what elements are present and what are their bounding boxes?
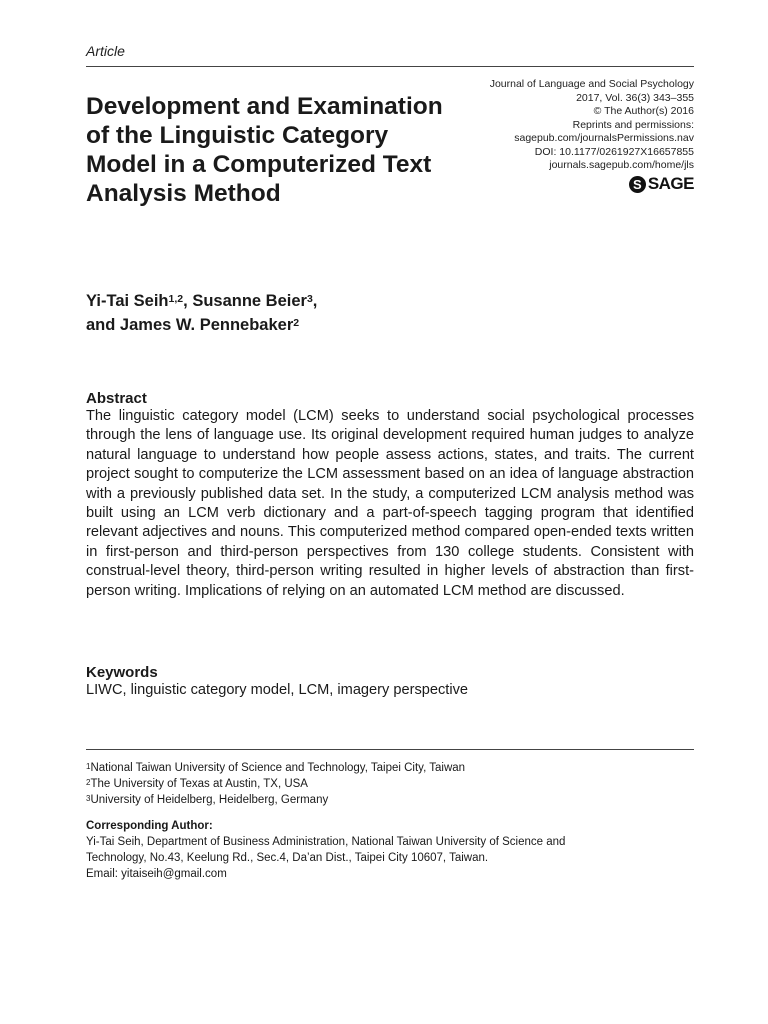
author-separator: , — [183, 292, 193, 310]
affiliation-number: 2 — [86, 778, 91, 787]
copyright-line: © The Author(s) 2016 — [593, 105, 694, 117]
author-line-2 — [86, 313, 486, 337]
abstract-text: The linguistic category model (LCM) seeks to understand social psychological processes through the lens of language use. Its original development required human judges to analyze natural language to understand how people assess actions, states, and traits. The current project sought to computerize the LCM assessment based on an idea of language abstraction with a previously published data set. In the study, a computerized LCM analysis method was built using an LCM verb dictionary and a part-of-speech tagging program that identified relevant adjectives and nouns. This computerized method compared open-ended texts written in first-person and third-person perspectives from 130 college students. Consistent with construal-level theory, third-person writing resulted in higher levels of abstraction than first-person writing. Implications of relying on an automated LCM method are discussed. — [86, 408, 694, 599]
affiliation-item — [86, 792, 694, 808]
corresponding-email[interactable]: Email: yitaiseih@gmail.com — [86, 868, 227, 880]
author-name: Yi-Tai Seih — [86, 292, 169, 310]
corresponding-address-line: Technology, No.43, Keelung Rd., Sec.4, Da’an Dist., Taipei City 10607, Taiwan. — [86, 852, 489, 864]
sage-logo-icon: S — [629, 176, 646, 193]
author-name: Susanne Beier — [192, 292, 307, 310]
affiliation-text: University of Heidelberg, Heidelberg, Germany — [90, 794, 329, 806]
author-separator: , — [312, 292, 318, 310]
author-list — [86, 289, 486, 337]
journal-homepage-link[interactable]: journals.sagepub.com/home/jls — [549, 159, 694, 171]
corresponding-author — [86, 818, 694, 882]
affiliation-item — [86, 776, 694, 792]
journal-volume: 2017, Vol. 36(3) 343–355 — [576, 91, 694, 104]
keywords-heading: Keywords — [86, 664, 158, 681]
author-conjunction: and — [86, 316, 120, 334]
header-divider — [86, 66, 694, 67]
affiliation-item — [86, 760, 694, 776]
affiliation-text: The University of Texas at Austin, TX, USA — [90, 778, 308, 790]
author-affiliation-ref: 1,2 — [168, 293, 184, 305]
sage-logo-text: SAGE — [647, 174, 694, 193]
author-name: James W. Pennebaker — [119, 316, 294, 334]
article-type-label: Article — [86, 43, 125, 59]
author-line-1 — [86, 289, 486, 313]
paper-title: Development and Examination of the Linguistic Category Model in a Computerized Text Analysis Method — [86, 93, 443, 207]
permissions-link[interactable]: sagepub.com/journalsPermissions.nav — [514, 132, 694, 144]
affiliation-list — [86, 760, 694, 808]
doi-line[interactable]: DOI: 10.1177/0261927X16657855 — [534, 145, 694, 158]
author-affiliation-ref: 3 — [306, 293, 313, 305]
author-affiliation-ref: 2 — [293, 317, 300, 329]
keywords-section — [86, 664, 694, 700]
corresponding-heading: Corresponding Author: — [86, 820, 213, 832]
abstract-heading: Abstract — [86, 390, 147, 407]
corresponding-address-line: Yi-Tai Seih, Department of Business Administration, National Taiwan University of Science and — [86, 836, 566, 848]
journal-name: Journal of Language and Social Psychology — [489, 78, 694, 90]
abstract-section — [86, 390, 694, 601]
affiliation-number: 1 — [86, 762, 91, 771]
affiliation-text: National Taiwan University of Science and Technology, Taipei City, Taiwan — [90, 762, 466, 774]
keywords-text: LIWC, linguistic category model, LCM, imagery perspective — [86, 682, 469, 698]
affiliation-number: 3 — [86, 794, 91, 803]
reprints-label: Reprints and permissions: — [572, 118, 694, 131]
journal-info — [434, 78, 694, 173]
sage-logo — [629, 174, 694, 194]
footnote-divider — [86, 749, 694, 750]
